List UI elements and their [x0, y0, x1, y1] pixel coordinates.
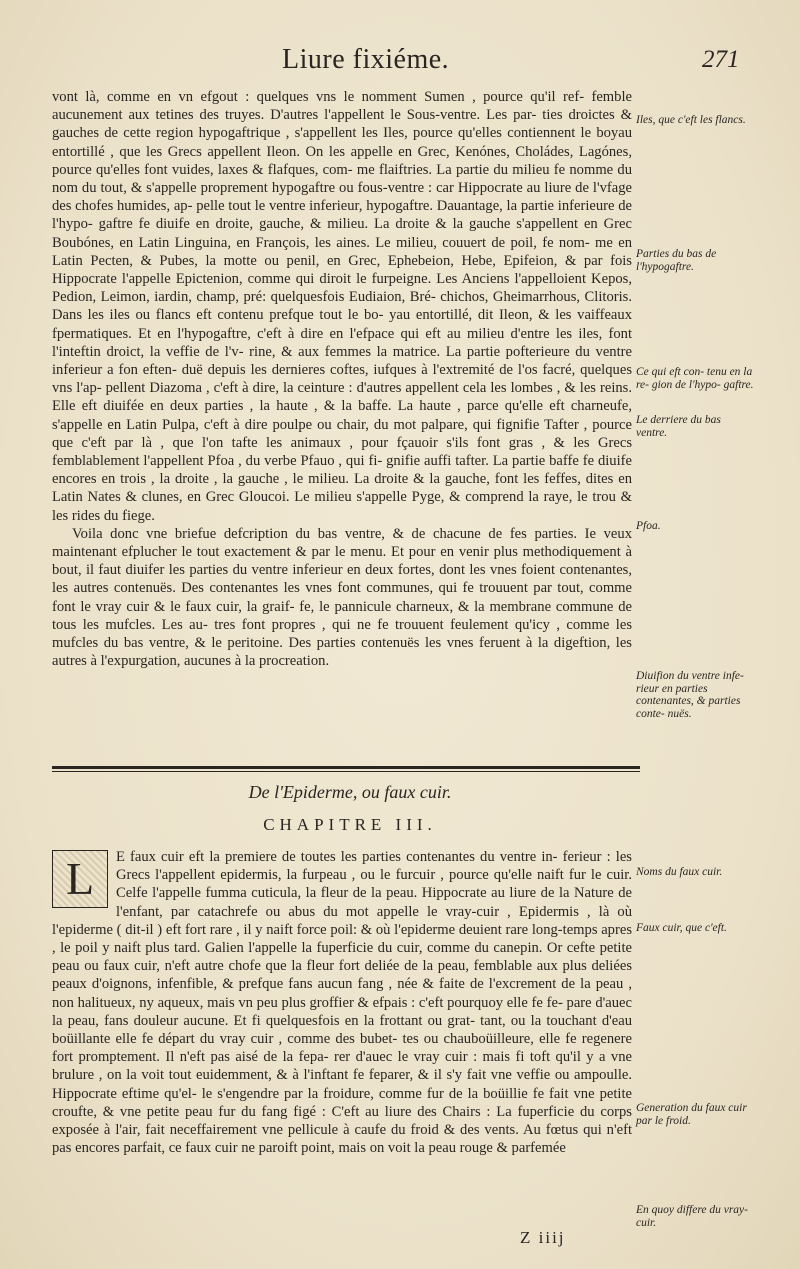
margin-note: Diuifion du ventre infe- rieur en parties contenantes, & parties conte- nuës.	[636, 670, 744, 720]
chapter-paragraph: E faux cuir eft la premiere de toutes les parties contenantes du ventre in- ferieur : les Grecs l'appellent epidermis, la furpeau , ou le furcuir , pource qu'elle naift fur le cuir. Celfe l'appelle fumma cuticula, la fleur de la peau. Hippocrate au liure de la Nature de l'enfant, par catachrefe ou abus du mot appelle le vray-cuir , Epidermis , là où l'epiderme ( dit-il ) eft fort rare , il y naift force poil: & où l'epiderme deuient rare long-temps apres , le poil y naift plus tard. Galien l'appelle la fuperficie du cuir, comme du canepin. Or cefte petite peau ou faux cuir, n'eft autre chofe que la fleur fort deliée de la peau, femblable aux plus deliées peaux d'oignons, infenfible, & prefque fans aucun fang , née & faite de l'excrement de la peau , non halitueux, ny aqueux, mais vn peu plus groffier & efpais : c'eft pourquoy elle fe fe- pare d'auec la peau, fans douleur aucune. Et fi quelquesfois en la frottant ou grat- tant, ou la touchant d'eau boüillante elle fe départ du vray cuir , comme des bubet- tes ou chauboüilleure, elle fe regenere fort promptement. Il n'eft pas aisé de la fepa- rer d'auec le vray cuir : mais fi toft qu'il y a vne brulure , on la voit tout euidemment, & à l'inftant fe feparer, & il s'y fait vne veffie ou ampoulle. Hippocrate eftime qu'el- le s'engendre par la froidure, comme fur de la boüillie fe fait vne petite croufte, & vne petite peau fur du fang figé : C'eft au liure des Chairs : La fuperficie du corps exposée à l'air, fait neceffairement vne pellicule à caufe du froid & des vents. Au fœtus qui n'eft pas encores parfait, ce faux cuir ne paroift point, mais on voit la peau rouge & parfemée	[52, 849, 632, 1157]
margin-note: Noms du faux cuir.	[636, 866, 723, 878]
paragraph: vont là, comme en vn efgout : quelques vns le nomment Sumen , pource qu'il ref- femble aucunement aux tetines des truyes. D'autres l'appellent le Sous-ventre. Les par- ties droictes & gauches de cette region hypogaftrique , s'appellent les Iles, pource qu'elles contiennent le boyau entortillé , que les Grecs appellent Ileon. On les appelle en Grec, Kenónes, Choládes, Lagónes, pource qu'elles font vuides, laxes & flafques, com- me flaiftries. La partie du milieu fe nomme du nom du tout, & s'appelle proprement hypogaftre ou fous-ventre : car Hippocrate au liure de l'vfage des chofes humides, ap- pelle tout le ventre inferieur, hypogaftre. Dauantage, la partie inferieure de l'hypo- gaftre fe diuife en droite, gauche, & milieu. La droite & la gauche s'appellent en Grec Boubónes, en Latin Linguina, en François, les aines. Le milieu, couuert de poil, fe nom- me en Latin Pecten, & Pubes, la motte ou penil, en Grec, Ephebeion, Hebe, Epifeion, & par fois Hippocrate l'appelle Epictenion, comme qui diroit le furpeigne. Les Anciens l'appelloient Kepos, Pedion, Leimon, iardin, champ, pré: quelquesfois Eudiaion, Bré- chichos, Gheimarrhous, Clitoris. Dans les iles ou flancs eft contenu prefque tout le bo- yau entortillé, dit Ileon, & les vaiffeaux fpermatiques. Et en l'hypogaftre, c'eft à dire en l'efpace qui eft au milieu d'entre les iles, font l'inteftin droict, la veffie de l'v- rine, & aux femmes la matrice. La partie pofterieure du ventre inferieur a fon eften- duë depuis les dernieres coftes, iufques à l'extremité de l'os facré, quelques vns l'ap- pellent Diazoma , c'eft à dire, la ceinture : d'autres appellent cela les lombes , & les reins. Elle eft diuifée en deux parties , la haute , & la baffe. La haute , parce qu'elle eft charneufe, s'appelle en Latin Pulpa, c'eft à dire poulpe ou chair, du mot palpare, qui fignifie Tafter , pource que c'eft par là , que l'on tafte les animaux , pour fçauoir s'ils font gras , & les Grecs femblablement l'appellent Pfoa , du verbe Pfauo , qui fi- gnifie auffi tafter. La partie baffe fe diuife encores en trois , la droite , la gauche , le milieu. La droite & la gauche, font les feffes, dites en Latin Nates & clunes, en Grec Gloucoi. Le milieu s'appelle Pyge, & comprend la raye, le trou & les rides du fiege.	[52, 89, 632, 524]
running-title: Liure fixiéme.	[282, 44, 450, 75]
signature-mark: Z iiij	[520, 1228, 566, 1247]
main-text-block	[52, 88, 632, 671]
margin-note: Pfoa.	[636, 520, 661, 532]
margin-note: Ce qui eft con- tenu en la re- gion de l'hypo- gaftre.	[636, 366, 754, 391]
page-header	[50, 44, 760, 84]
dropcap-initial: L	[52, 850, 108, 908]
section-divider	[52, 766, 640, 769]
chapter-text-block	[52, 848, 632, 1157]
chapter-title: CHAPITRE III.	[263, 815, 437, 834]
margin-note: Le derriere du bas ventre.	[636, 414, 721, 439]
margin-note: Generation du faux cuir par le froid.	[636, 1102, 747, 1127]
section-divider-thin	[52, 771, 640, 772]
margin-note: Faux cuir, que c'eft.	[636, 922, 727, 934]
margin-note: Parties du bas de l'hypogaftre.	[636, 248, 717, 273]
page-number: 271	[702, 46, 740, 73]
paragraph: Voila donc vne briefue defcription du bas ventre, & de chacune de fes parties. Ie veux maintenant efplucher le tout exactement & par le menu. Et pour en venir plus methodiquement à bout, il faut diuifer les parties du ventre inferieur en deux fortes, dont les vnes foient contenantes, les autres contenuës. Des contenantes les vnes font communes, qui fe trouuent par tout, comme font le vray cuir & le faux cuir, la graif- fe, le pannicule charneux, & la membrane commune de tous les mufcles. Les au- tres font propres , qui ne fe trouuent feulement qu'icy , comme les mufcles du bas ventre, & le peritoine. Des parties contenuës les vnes feruent à la digeftion, les autres à l'expurgation, aucunes à la procreation.	[52, 525, 632, 670]
section-title: De l'Epiderme, ou faux cuir.	[248, 782, 452, 802]
margin-note: En quoy differe du vray-cuir.	[636, 1204, 748, 1229]
margin-note: Iles, que c'eft les flancs.	[636, 114, 746, 126]
